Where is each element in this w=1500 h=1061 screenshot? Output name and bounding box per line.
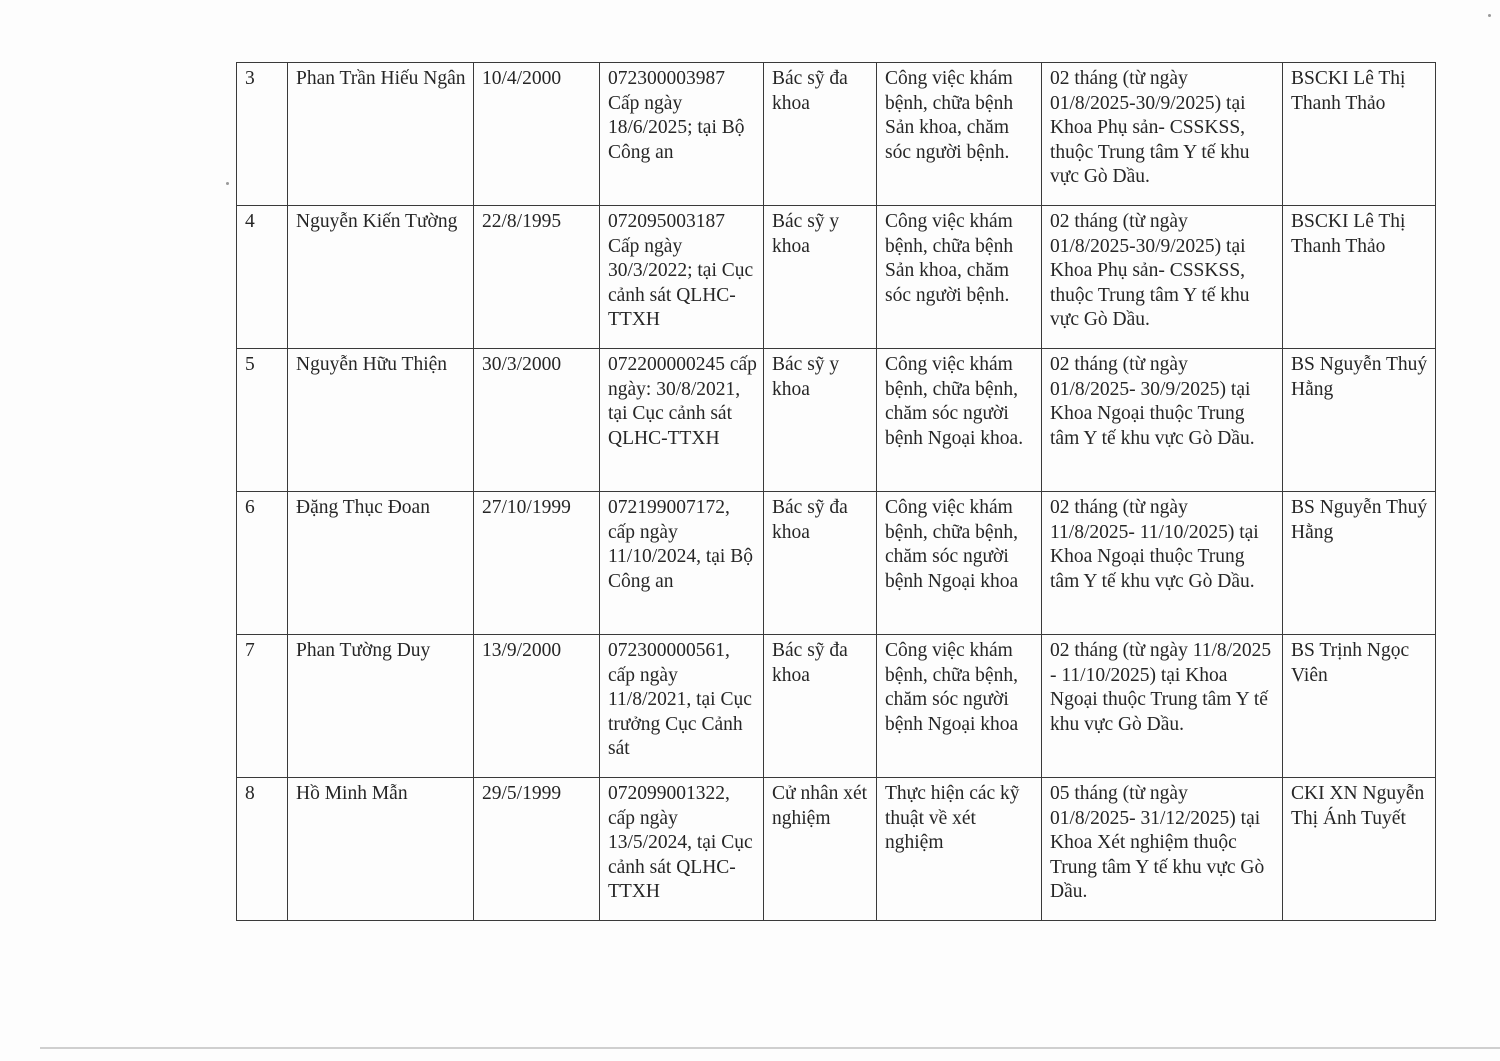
table-row: [237, 63, 1436, 206]
cell-stt: 5: [237, 349, 288, 492]
cell-time-place: 05 tháng (từ ngày 01/8/2025- 31/12/2025) tại Khoa Xét nghiệm thuộc Trung tâm Y tế khu vực Gò Dầu.: [1042, 778, 1283, 921]
cell-work: Thực hiện các kỹ thuật về xét nghiệm: [877, 778, 1042, 921]
cell-id-info: 072099001322, cấp ngày 13/5/2024, tại Cục cảnh sát QLHC-TTXH: [600, 778, 764, 921]
cell-supervisor: BS Nguyễn Thuý Hằng: [1283, 492, 1436, 635]
cell-time-place: 02 tháng (từ ngày 01/8/2025-30/9/2025) tại Khoa Phụ sản- CSSKSS, thuộc Trung tâm Y tế khu vực Gò Dầu.: [1042, 206, 1283, 349]
cell-dob: 10/4/2000: [474, 63, 600, 206]
cell-stt: 7: [237, 635, 288, 778]
cell-degree: Bác sỹ đa khoa: [764, 635, 877, 778]
cell-id-info: 072300003987 Cấp ngày 18/6/2025; tại Bộ Công an: [600, 63, 764, 206]
table-row: [237, 206, 1436, 349]
cell-work: Công việc khám bệnh, chữa bệnh, chăm sóc người bệnh Ngoại khoa: [877, 635, 1042, 778]
trainee-table: [236, 62, 1436, 921]
cell-name: Phan Trần Hiếu Ngân: [288, 63, 474, 206]
cell-time-place: 02 tháng (từ ngày 11/8/2025- 11/10/2025) tại Khoa Ngoại thuộc Trung tâm Y tế khu vực Gò Dầu.: [1042, 492, 1283, 635]
cell-degree: Bác sỹ đa khoa: [764, 63, 877, 206]
cell-stt: 3: [237, 63, 288, 206]
cell-name: Nguyễn Hữu Thiện: [288, 349, 474, 492]
cell-id-info: 072095003187 Cấp ngày 30/3/2022; tại Cục cảnh sát QLHC-TTXH: [600, 206, 764, 349]
cell-supervisor: BS Trịnh Ngọc Viên: [1283, 635, 1436, 778]
cell-degree: Bác sỹ y khoa: [764, 206, 877, 349]
cell-dob: 30/3/2000: [474, 349, 600, 492]
table-row: [237, 349, 1436, 492]
cell-work: Công việc khám bệnh, chữa bệnh, chăm sóc người bệnh Ngoại khoa: [877, 492, 1042, 635]
cell-supervisor: CKI XN Nguyễn Thị Ánh Tuyết: [1283, 778, 1436, 921]
cell-degree: Bác sỹ y khoa: [764, 349, 877, 492]
table-row: [237, 778, 1436, 921]
table-row: [237, 635, 1436, 778]
cell-stt: 8: [237, 778, 288, 921]
cell-id-info: 072300000561, cấp ngày 11/8/2021, tại Cục trưởng Cục Cảnh sát: [600, 635, 764, 778]
trainee-table-wrapper: [236, 62, 1435, 921]
cell-supervisor: BSCKI Lê Thị Thanh Thảo: [1283, 206, 1436, 349]
cell-dob: 27/10/1999: [474, 492, 600, 635]
scan-artifact: [1488, 14, 1491, 17]
cell-work: Công việc khám bệnh, chữa bệnh, chăm sóc người bệnh Ngoại khoa.: [877, 349, 1042, 492]
cell-name: Hồ Minh Mẫn: [288, 778, 474, 921]
cell-work: Công việc khám bệnh, chữa bệnh Sản khoa, chăm sóc người bệnh.: [877, 63, 1042, 206]
cell-id-info: 072200000245 cấp ngày: 30/8/2021, tại Cục cảnh sát QLHC-TTXH: [600, 349, 764, 492]
cell-id-info: 072199007172, cấp ngày 11/10/2024, tại Bộ Công an: [600, 492, 764, 635]
cell-name: Nguyễn Kiến Tường: [288, 206, 474, 349]
cell-supervisor: BS Nguyễn Thuý Hằng: [1283, 349, 1436, 492]
cell-stt: 4: [237, 206, 288, 349]
scan-edge-line: [40, 1047, 1500, 1049]
cell-time-place: 02 tháng (từ ngày 01/8/2025- 30/9/2025) tại Khoa Ngoại thuộc Trung tâm Y tế khu vực Gò Dầu.: [1042, 349, 1283, 492]
table-row: [237, 492, 1436, 635]
cell-dob: 22/8/1995: [474, 206, 600, 349]
cell-time-place: 02 tháng (từ ngày 11/8/2025 - 11/10/2025) tại Khoa Ngoại thuộc Trung tâm Y tế khu vực Gò Dầu.: [1042, 635, 1283, 778]
cell-work: Công việc khám bệnh, chữa bệnh Sản khoa, chăm sóc người bệnh.: [877, 206, 1042, 349]
cell-name: Phan Tường Duy: [288, 635, 474, 778]
cell-supervisor: BSCKI Lê Thị Thanh Thảo: [1283, 63, 1436, 206]
cell-name: Đặng Thục Đoan: [288, 492, 474, 635]
cell-dob: 13/9/2000: [474, 635, 600, 778]
cell-time-place: 02 tháng (từ ngày 01/8/2025-30/9/2025) tại Khoa Phụ sản- CSSKSS, thuộc Trung tâm Y tế khu vực Gò Dầu.: [1042, 63, 1283, 206]
cell-degree: Bác sỹ đa khoa: [764, 492, 877, 635]
cell-dob: 29/5/1999: [474, 778, 600, 921]
cell-stt: 6: [237, 492, 288, 635]
cell-degree: Cử nhân xét nghiệm: [764, 778, 877, 921]
scan-artifact: [226, 182, 229, 185]
